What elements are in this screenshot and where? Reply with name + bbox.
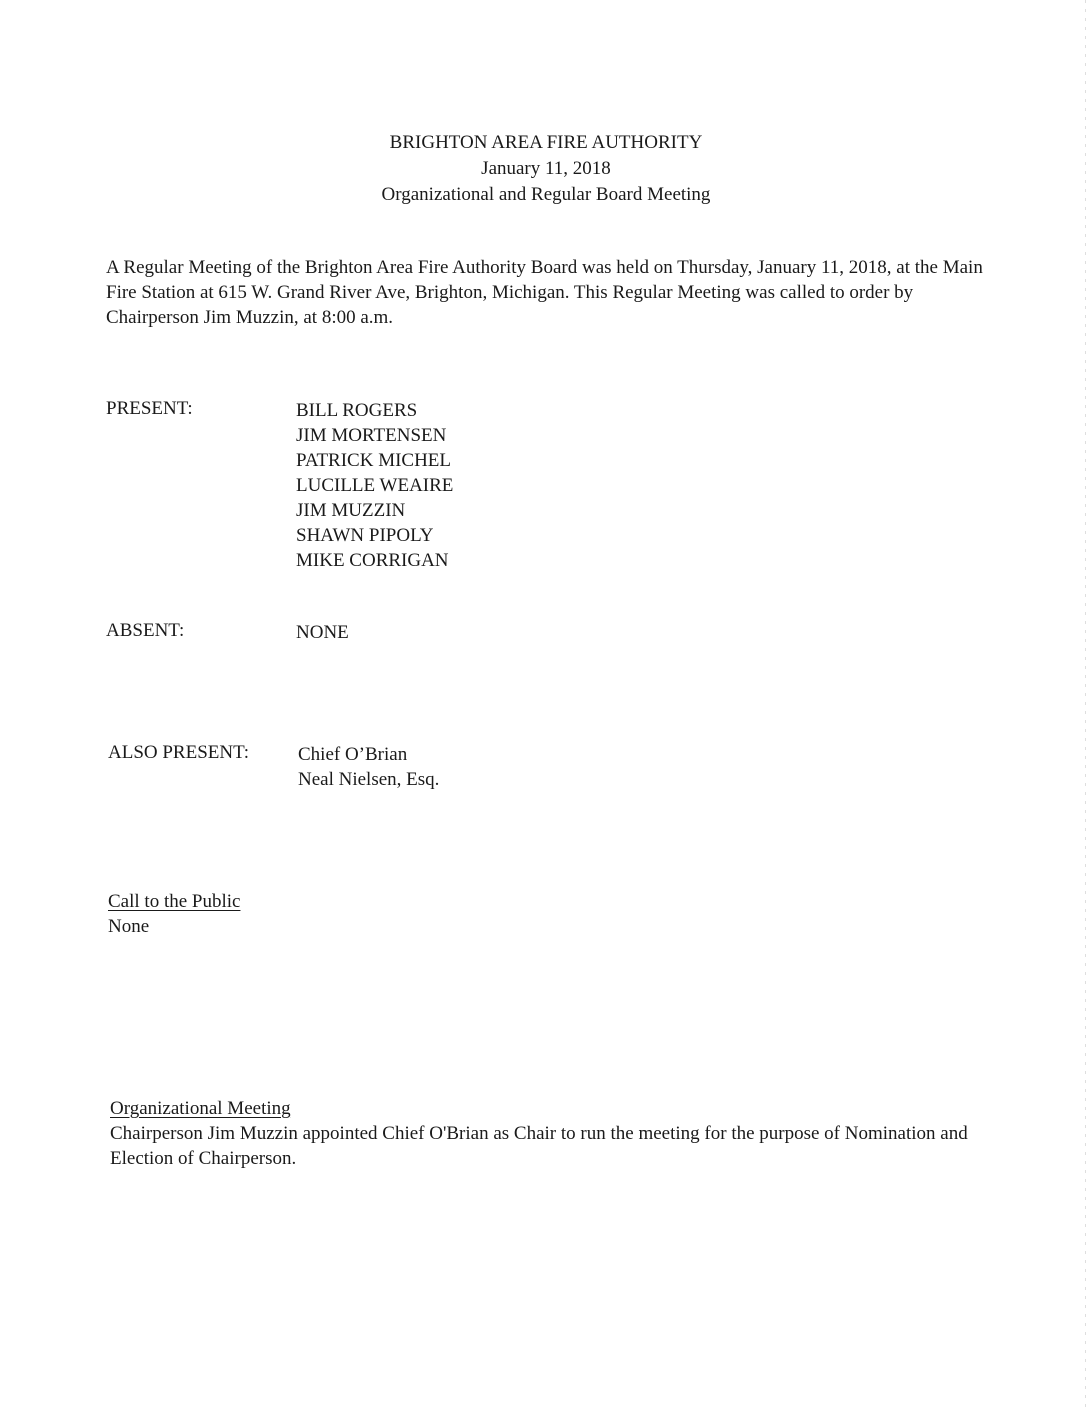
call-to-public-body: None [108, 916, 150, 937]
document-header [0, 130, 1088, 208]
call-to-public-section [108, 889, 240, 939]
organization-name: BRIGHTON AREA FIRE AUTHORITY [389, 132, 703, 153]
present-name: JIM MORTENSEN [296, 425, 447, 446]
absent-names [296, 620, 349, 645]
also-present-name: Chief O’Brian [298, 744, 408, 765]
organizational-meeting-body: Chairperson Jim Muzzin appointed Chief O'Brian as Chair to run the meeting for the purpose of Nomination and Election of Chairperson. [110, 1123, 968, 1169]
present-name: JIM MUZZIN [296, 500, 406, 521]
present-name: SHAWN PIPOLY [296, 525, 434, 546]
present-name: LUCILLE WEAIRE [296, 475, 454, 496]
meeting-date: January 11, 2018 [481, 158, 611, 179]
absent-name: NONE [296, 622, 349, 643]
present-name: PATRICK MICHEL [296, 450, 452, 471]
present-names [296, 398, 453, 573]
call-to-public-heading: Call to the Public [108, 891, 241, 912]
scan-edge-artifact [1085, 0, 1086, 1408]
organizational-meeting-section [110, 1096, 1010, 1171]
absent-label: ABSENT: [106, 620, 185, 641]
also-present-label: ALSO PRESENT: [108, 742, 250, 763]
present-name: MIKE CORRIGAN [296, 550, 449, 571]
also-present-name: Neal Nielsen, Esq. [298, 769, 440, 790]
organizational-meeting-heading: Organizational Meeting [110, 1098, 291, 1119]
present-name: BILL ROGERS [296, 400, 418, 421]
intro-paragraph: A Regular Meeting of the Brighton Area Fire Authority Board was held on Thursday, January 11, 2018, at the Main Fire Station at 615 W. Grand River Ave, Brighton, Michigan. This Regular Meeting was called to order by Chairperson Jim Muzzin, at 8:00 a.m. [106, 257, 983, 328]
also-present-names [298, 742, 439, 792]
present-label: PRESENT: [106, 398, 193, 419]
meeting-type: Organizational and Regular Board Meeting [381, 184, 711, 205]
